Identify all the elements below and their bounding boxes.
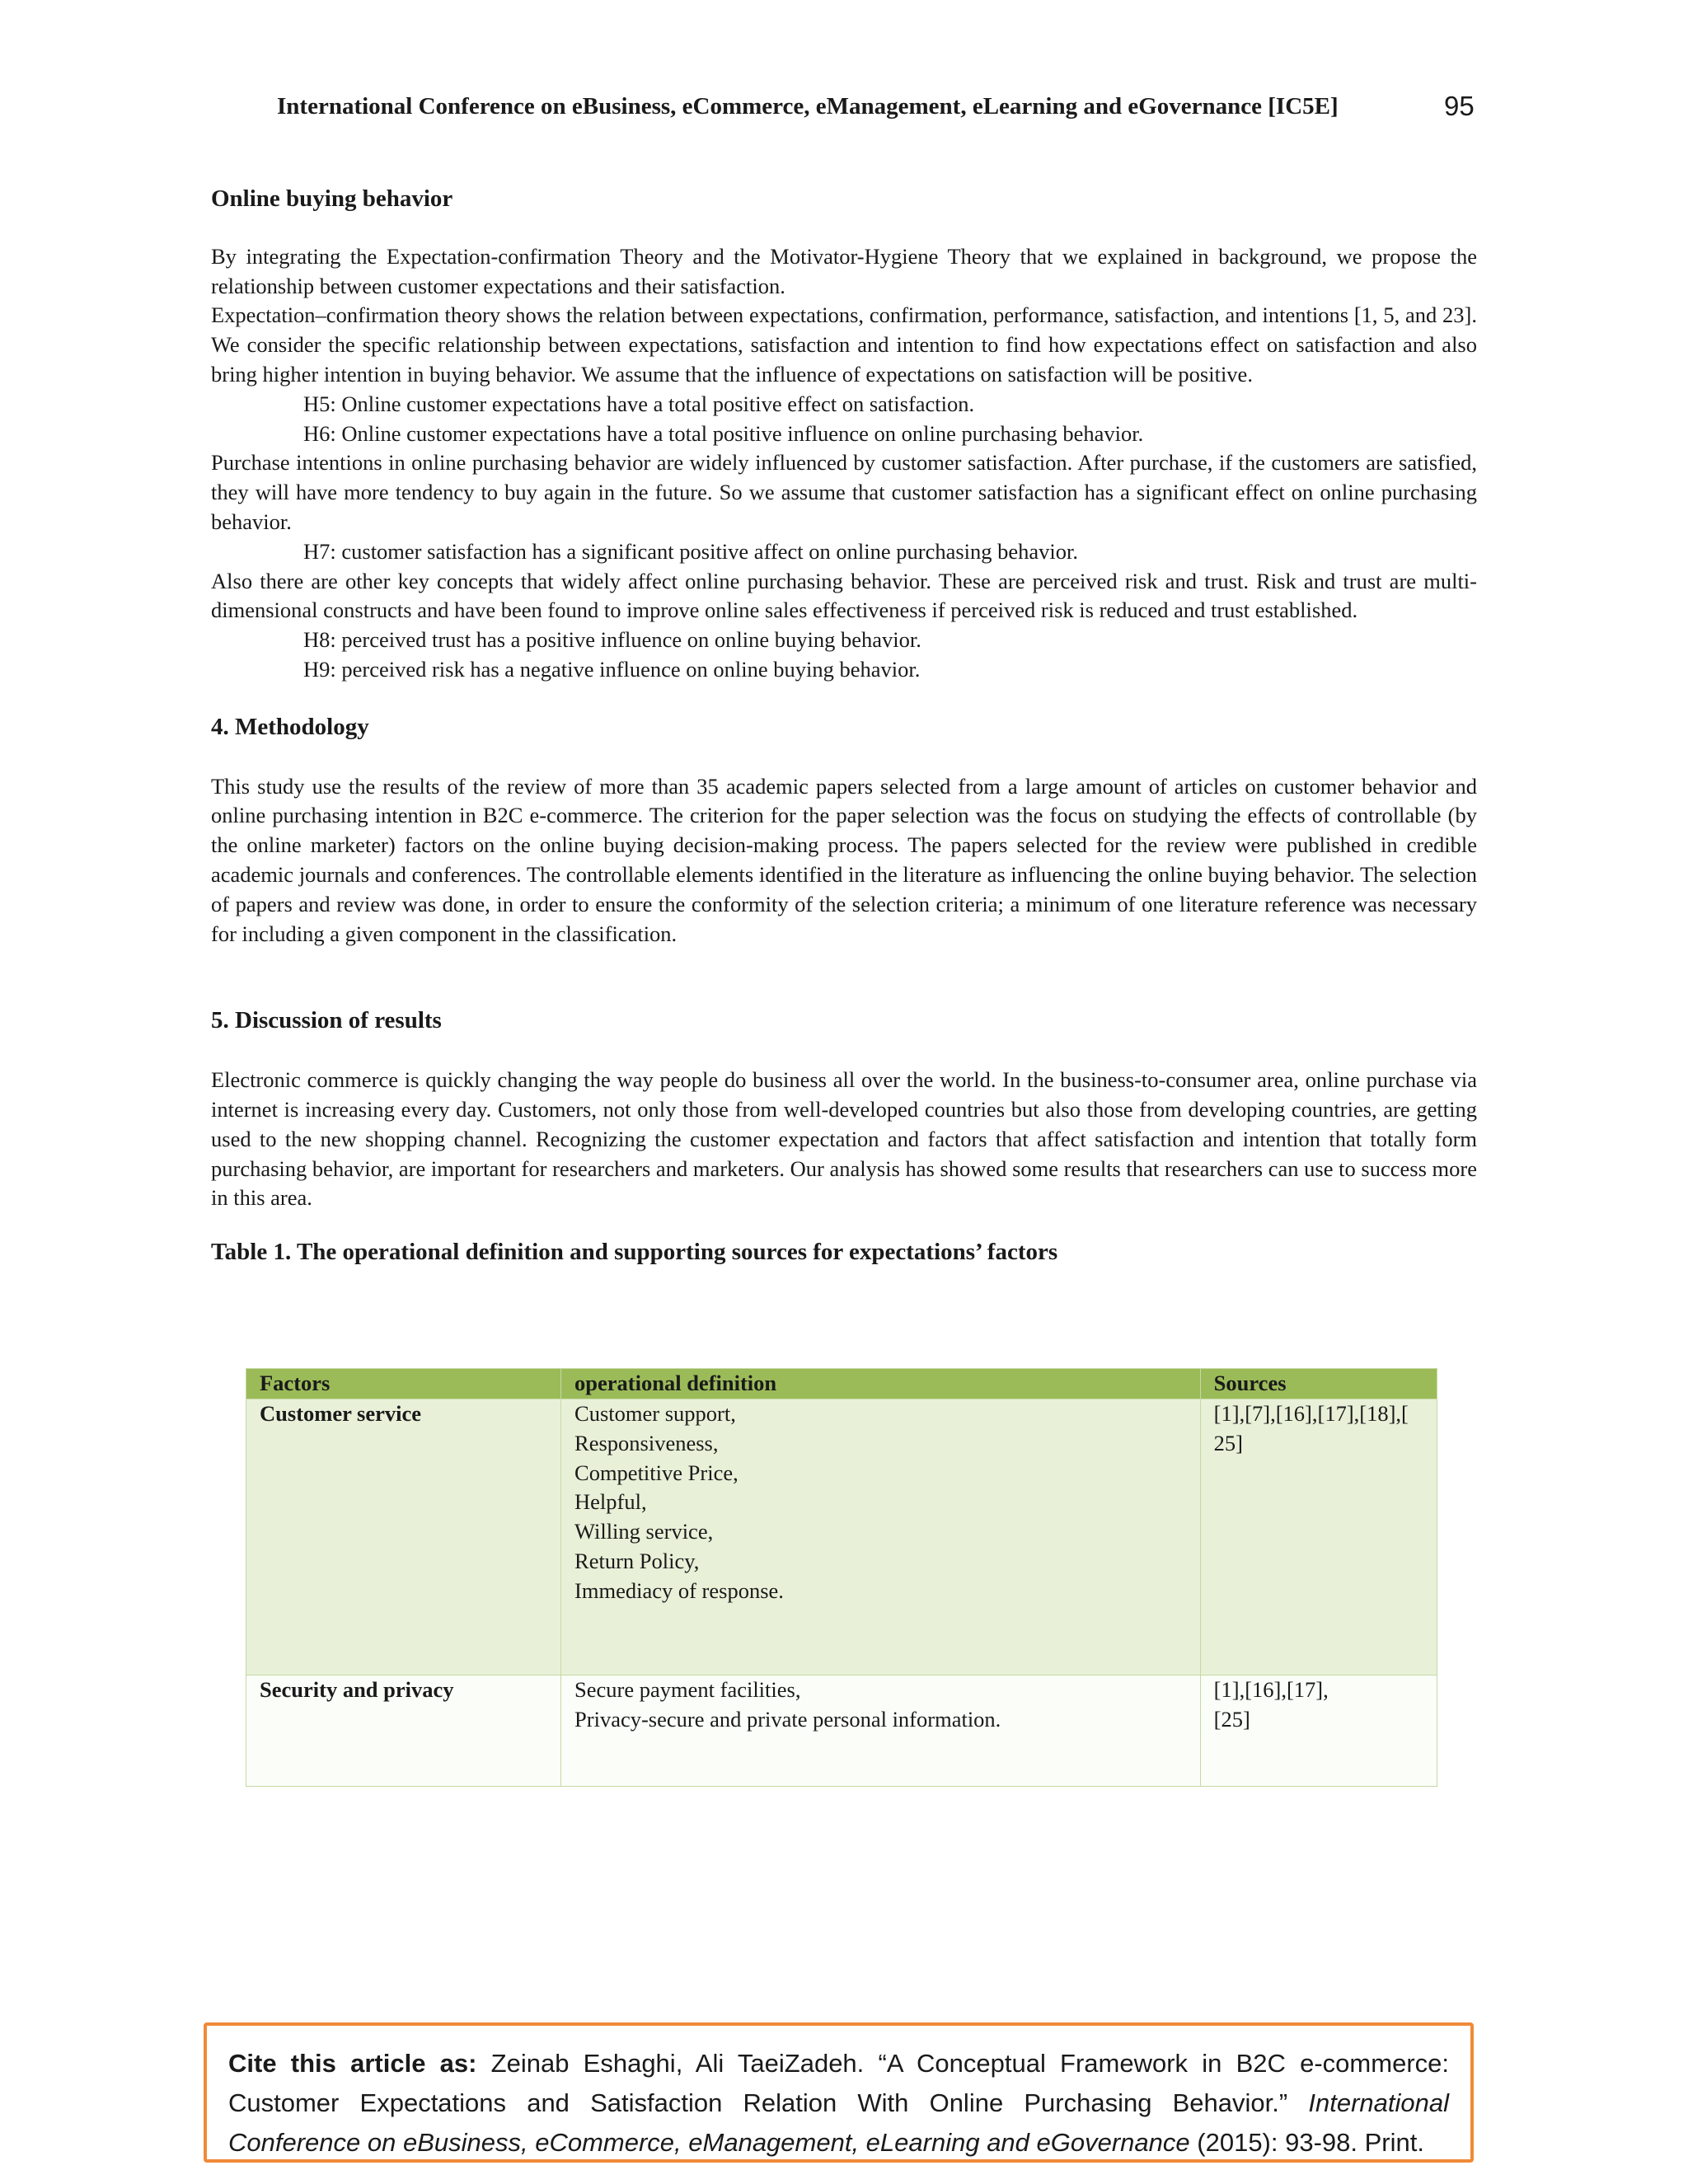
hypothesis-h9: H9: perceived risk has a negative influence on online buying behavior. bbox=[303, 656, 921, 682]
sources-cell bbox=[1200, 1399, 1437, 1675]
source-line: [1],[7],[16],[17],[18],[ bbox=[1213, 1401, 1409, 1426]
definition-cell bbox=[561, 1675, 1201, 1787]
hypothesis-h8: H8: perceived trust has a positive influence on online buying behavior. bbox=[303, 627, 921, 653]
table-caption: Table 1. The operational definition and supporting sources for expectations’ factors bbox=[211, 1239, 1058, 1266]
factor-cell: Security and privacy bbox=[246, 1675, 561, 1787]
citation-box bbox=[204, 2022, 1474, 2163]
table-row bbox=[246, 1675, 1437, 1787]
conference-name: International Conference on eBusiness, eCommerce, eManagement, eLearning and eGovernance [IC5E] bbox=[277, 93, 1339, 120]
source-line: 25] bbox=[1213, 1430, 1243, 1455]
column-header-sources: Sources bbox=[1200, 1369, 1437, 1399]
page-number: 95 bbox=[1444, 91, 1475, 121]
table-header-row bbox=[246, 1369, 1437, 1399]
hypothesis-h7: H7: customer satisfaction has a significant positive affect on online purchasing behavior. bbox=[303, 538, 1079, 564]
definition-line: Privacy-secure and private personal information. bbox=[574, 1706, 1001, 1732]
citation-tail: (2015): 93-98. Print. bbox=[1189, 2128, 1424, 2157]
definition-line: Responsiveness, bbox=[574, 1430, 719, 1455]
factor-cell: Customer service bbox=[246, 1399, 561, 1675]
paragraph: This study use the results of the review of more than 35 academic papers selected from a large amount of articles on customer behavior and online purchasing intention in B2C e-commerce. The criterion for the paper selection was the focus on studying the effects of controllable (by the online marketer) factors on the online buying decision-making process. The papers selected for the review were published in credible academic journals and conferences. The controllable elements identified in the literature as influencing the online buying behavior. The selection of papers and review was done, in order to ensure the conformity of the selection criteria; a minimum of one literature reference was necessary for including a given component in the classification. bbox=[211, 773, 1477, 946]
citation-venue: International Conference on eBusiness, eCommerce, eManagement, eLearning and eGovernance bbox=[228, 2088, 1449, 2157]
definition-line: Customer support, bbox=[574, 1401, 736, 1426]
factors-table bbox=[246, 1368, 1437, 1787]
source-line: [1],[16],[17], bbox=[1213, 1677, 1329, 1702]
section-title-online-buying: Online buying behavior bbox=[211, 185, 453, 212]
running-header bbox=[277, 93, 1480, 120]
paragraph: Expectation–confirmation theory shows the relation between expectations, confirmation, performance, satisfaction, and intentions [1, 5, and 23]. We consider the specific relationship between expectations, satisfaction and intention to find how expectations effect on satisfaction and also bring higher intention in buying behavior. We assume that the influence of expectations on satisfaction will be positive. bbox=[211, 302, 1477, 387]
hypothesis-h6: H6: Online customer expectations have a total positive influence on online purchasing behavior. bbox=[303, 420, 1144, 446]
table-row bbox=[246, 1399, 1437, 1675]
definition-cell bbox=[561, 1399, 1201, 1675]
definition-line: Helpful, bbox=[574, 1489, 647, 1515]
paragraph: Purchase intentions in online purchasing behavior are widely influenced by customer satisfaction. After purchase, if the customers are satisfied, they will have more tendency to buy again in the future. So we assume that customer satisfaction has a significant effect on online purchasing behavior. bbox=[211, 450, 1477, 534]
sources-cell bbox=[1200, 1675, 1437, 1787]
definition-line: Return Policy, bbox=[574, 1548, 700, 1573]
paragraph: By integrating the Expectation-confirmation Theory and the Motivator-Hygiene Theory that we explained in background, we propose the relationship between customer expectations and their satisfaction. bbox=[211, 243, 1477, 298]
paragraph: Electronic commerce is quickly changing the way people do business all over the world. In the business-to-consumer area, online purchase via internet is increasing every day. Customers, not only those from well-developed countries but also those from developing countries, are getting used to the new shopping channel. Recognizing the customer expectation and factors that affect satisfaction and intention that totally form purchasing behavior, are important for researchers and marketers. Our analysis has showed some results that researchers can use to success more in this area. bbox=[211, 1067, 1477, 1211]
definition-line: Immediacy of response. bbox=[574, 1577, 784, 1603]
hypothesis-h5: H5: Online customer expectations have a total positive effect on satisfaction. bbox=[303, 391, 975, 416]
page-body bbox=[211, 185, 1477, 1268]
definition-line: Secure payment facilities, bbox=[574, 1677, 801, 1702]
column-header-definition: operational definition bbox=[561, 1369, 1201, 1399]
citation-authors-title: Zeinab Eshaghi, Ali TaeiZadeh. “A Conceptual Framework in B2C e-commerce: Customer Expectations and Satisfaction Relation With Online Purchasing Behavior.” bbox=[228, 2049, 1449, 2117]
section-title-methodology: 4. Methodology bbox=[211, 713, 369, 740]
citation-label: Cite this article as: bbox=[228, 2049, 477, 2078]
source-line: [25] bbox=[1213, 1706, 1250, 1732]
section-title-discussion: 5. Discussion of results bbox=[211, 1007, 442, 1034]
paragraph: Also there are other key concepts that widely affect online purchasing behavior. These are perceived risk and trust. Risk and trust are multi-dimensional constructs and have been found to improve online sales effectiveness if perceived risk is reduced and trust established. bbox=[211, 568, 1477, 623]
definition-line: Willing service, bbox=[574, 1519, 714, 1544]
column-header-factors: Factors bbox=[246, 1369, 561, 1399]
definition-line: Competitive Price, bbox=[574, 1460, 738, 1485]
